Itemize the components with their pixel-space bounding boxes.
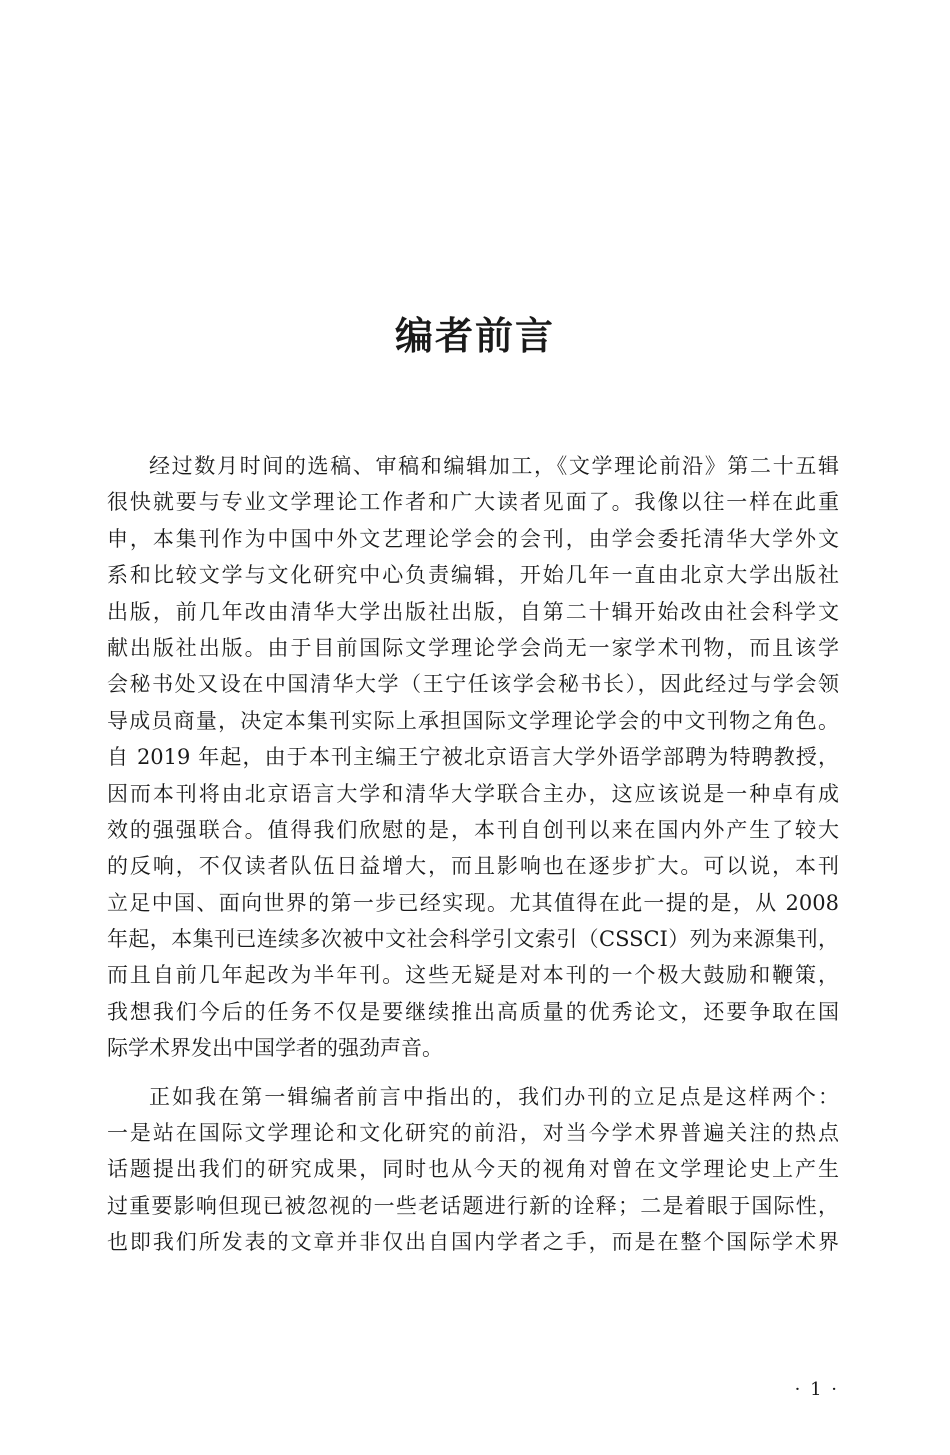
text-line: 会秘书处又设在中国清华大学（王宁任该学会秘书长），因此经过与学会领	[107, 672, 839, 697]
text-line: 过重要影响但现已被忽视的一些老话题进行新的诠释；二是着眼于国际性，	[107, 1193, 839, 1218]
text-line: 而且自前几年起改为半年刊。这些无疑是对本刊的一个极大鼓励和鞭策，	[107, 963, 839, 988]
text-line: 系和比较文学与文化研究中心负责编辑，开始几年一直由北京大学出版社	[107, 563, 839, 588]
text-line: 很快就要与专业文学理论工作者和广大读者见面了。我像以往一样在此重	[107, 490, 839, 515]
text-line: 正如我在第一辑编者前言中指出的，我们办刊的立足点是这样两个：	[149, 1084, 839, 1109]
text-line: 经过数月时间的选稿、审稿和编辑加工，《文学理论前沿》第二十五辑	[149, 454, 839, 478]
paragraph-gap	[107, 1067, 839, 1079]
body-text	[107, 448, 839, 1261]
text-line: 立足中国、面向世界的第一步已经实现。尤其值得在此一提的是，从 2008	[107, 890, 839, 915]
paragraph-2	[107, 1079, 839, 1261]
text-line: 际学术界发出中国学者的强劲声音。	[107, 1036, 443, 1061]
text-line: 因而本刊将由北京语言大学和清华大学联合主办，这应该说是一种卓有成	[107, 781, 839, 806]
page-title: 编者前言	[394, 313, 555, 358]
text-line: 出版，前几年改由清华大学出版社出版，自第二十辑开始改由社会科学文	[107, 599, 839, 624]
text-line: 我想我们今后的任务不仅是要继续推出高质量的优秀论文，还要争取在国	[107, 999, 839, 1024]
text-line: 效的强强联合。值得我们欣慰的是，本刊自创刊以来在国内外产生了较大	[107, 817, 839, 842]
paragraph-1	[107, 448, 839, 1067]
text-line: 话题提出我们的研究成果，同时也从今天的视角对曾在文学理论史上产生	[107, 1157, 839, 1182]
text-line: 申，本集刊作为中国中外文艺理论学会的会刊，由学会委托清华大学外文	[107, 526, 839, 551]
page-number: · 1 ·	[794, 1379, 839, 1400]
text-line: 自 2019 年起，由于本刊主编王宁被北京语言大学外语学部聘为特聘教授，	[107, 745, 839, 770]
text-line: 导成员商量，决定本集刊实际上承担国际文学理论学会的中文刊物之角色。	[107, 708, 839, 733]
text-line: 也即我们所发表的文章并非仅出自国内学者之手，而是在整个国际学术界	[107, 1230, 839, 1255]
text-line: 一是站在国际文学理论和文化研究的前沿，对当今学术界普遍关注的热点	[107, 1121, 839, 1146]
text-line: 的反响，不仅读者队伍日益增大，而且影响也在逐步扩大。可以说，本刊	[107, 854, 839, 879]
text-line: 献出版社出版。由于目前国际文学理论学会尚无一家学术刊物，而且该学	[107, 635, 839, 660]
text-line: 年起，本集刊已连续多次被中文社会科学引文索引（CSSCI）列为来源集刊，	[107, 927, 839, 952]
